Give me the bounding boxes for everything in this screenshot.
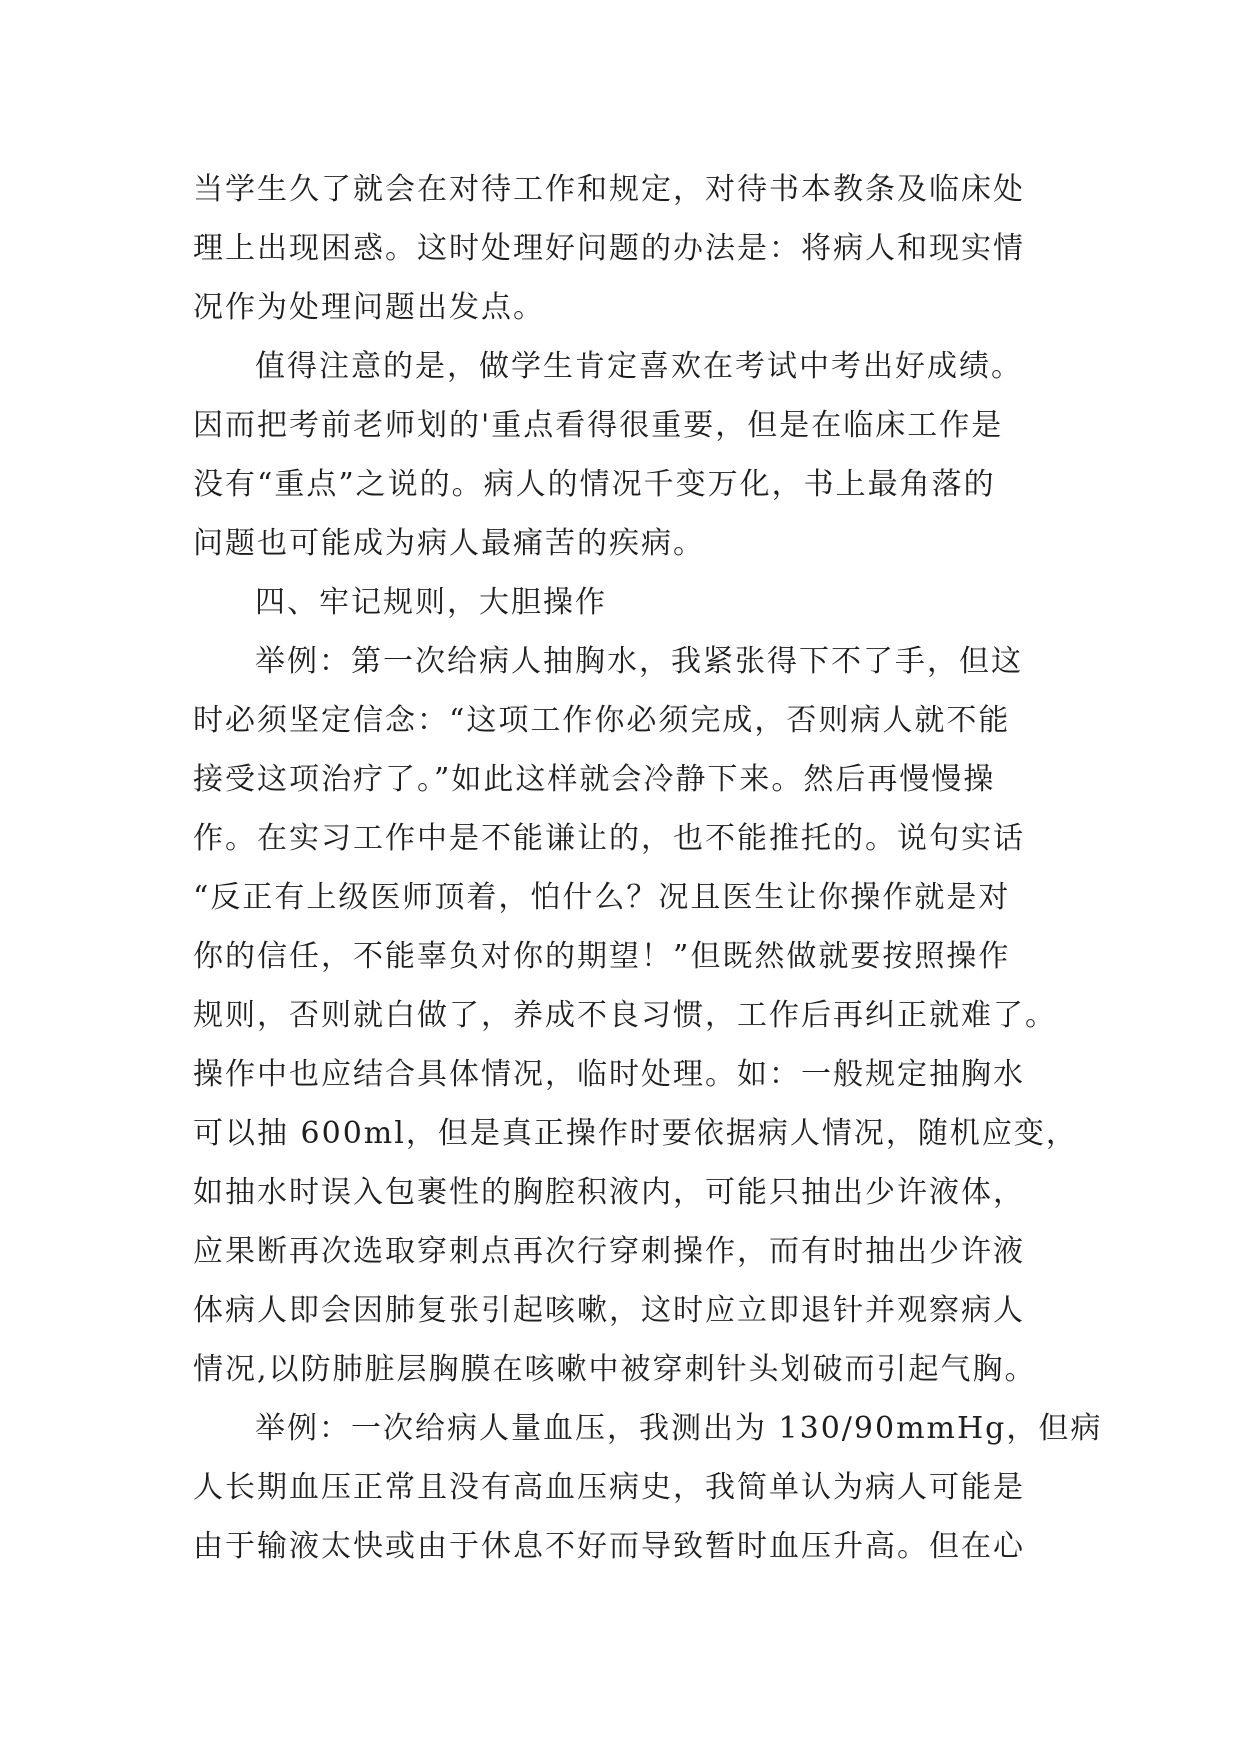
text-line: 你的信任，不能辜负对你的期望！”但既然做就要按照操作 [193, 939, 1011, 974]
text-line: 值得注意的是，做学生肯定喜欢在考试中考出好成绩。 [255, 349, 1023, 384]
text-line: 举例：一次给病人量血压，我测出为 130/90mmHg，但病 [255, 1411, 1103, 1446]
text-line: 情况,以防肺脏层胸膜在咳嗽中被穿刺针头划破而引起气胸。 [193, 1352, 1037, 1387]
text-line: 操作中也应结合具体情况，临时处理。如：一般规定抽胸水 [193, 1057, 1025, 1092]
text-line: 体病人即会因肺复张引起咳嗽，这时应立即退针并观察病人 [193, 1293, 1025, 1328]
text-line: 规则，否则就白做了，养成不良习惯，工作后再纠正就难了。 [193, 998, 1057, 1033]
text-line: 问题也可能成为病人最痛苦的疾病。 [193, 526, 705, 561]
document-body [193, 160, 1103, 1576]
text-line: 人长期血压正常且没有高血压病史，我简单认为病人可能是 [193, 1470, 1025, 1505]
text-line: 如抽水时误入包裹性的胸腔积液内，可能只抽出少许液体， [193, 1175, 1025, 1210]
text-line: 作。在实习工作中是不能谦让的，也不能推托的。说句实话 [193, 821, 1025, 856]
text-line: “反正有上级医师顶着，怕什么？况且医生让你操作就是对 [193, 880, 1011, 915]
text-line: 四、牢记规则，大胆操作 [255, 585, 607, 620]
text-line: 理上出现困惑。这时处理好问题的办法是：将病人和现实情 [193, 231, 1025, 266]
text-line: 由于输液太快或由于休息不好而导致暂时血压升高。但在心 [193, 1529, 1025, 1564]
text-line: 接受这项治疗了。”如此这样就会冷静下来。然后再慢慢操 [193, 762, 996, 797]
text-line: 时必须坚定信念：“这项工作你必须完成，否则病人就不能 [193, 703, 1011, 738]
text-line: 可以抽 600ml，但是真正操作时要依据病人情况，随机应变， [193, 1116, 1078, 1151]
text-line: 因而把考前老师划的'重点看得很重要，但是在临床工作是 [193, 408, 1004, 443]
text-line: 没有“重点”之说的。病人的情况千变万化，书上最角落的 [193, 467, 996, 502]
text-line: 况作为处理问题出发点。 [193, 290, 545, 325]
text-line: 举例：第一次给病人抽胸水，我紧张得下不了手，但这 [255, 644, 1023, 679]
text-line: 应果断再次选取穿刺点再次行穿刺操作，而有时抽出少许液 [193, 1234, 1025, 1269]
text-line: 当学生久了就会在对待工作和规定，对待书本教条及临床处 [193, 172, 1025, 207]
